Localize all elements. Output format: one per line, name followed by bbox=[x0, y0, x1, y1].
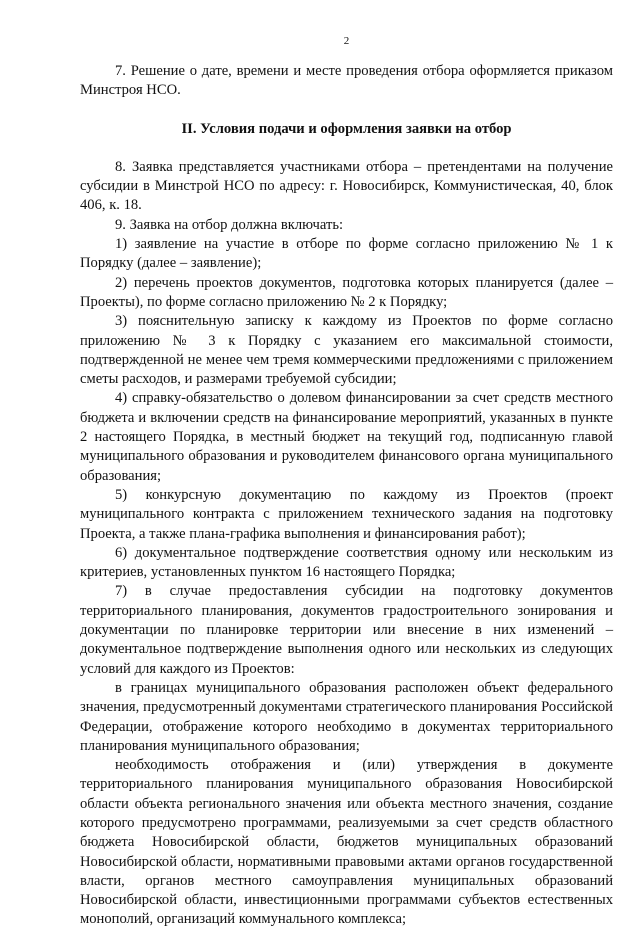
page-number: 2 bbox=[343, 35, 350, 47]
list-item-3: 3) пояснительную записку к каждому из Проектов по форме согласно приложению № 3 к Порядку с указанием его максимальной стоимости, подтвержденной не менее чем тремя коммерческими предложениями с приложением сметы расходов, и размерами требуемой субсидии; bbox=[80, 313, 613, 388]
list-item-1: 1) заявление на участие в отборе по форме согласно приложению № 1 к Порядку (далее – заявление); bbox=[80, 236, 613, 272]
paragraph-8: 8. Заявка представляется участниками отбора – претендентами на получение субсидии в Минстрой НСО по адресу: г. Новосибирск, Коммунистическая, 40, блок 406, к. 18. bbox=[80, 158, 613, 214]
paragraph-7: 7. Решение о дате, времени и месте проведения отбора оформляется приказом Минстроя НСО. bbox=[80, 63, 613, 99]
paragraph-9: 9. Заявка на отбор должна включать: bbox=[115, 216, 344, 233]
list-item-6: 6) документальное подтверждение соответствия одному или нескольким из критериев, установленных пунктом 16 настоящего Порядка; bbox=[80, 544, 613, 581]
list-item-2: 2) перечень проектов документов, подготовка которых планируется (далее – Проекты), по форме согласно приложению № 2 к Порядку; bbox=[80, 274, 613, 310]
condition-federal-object: в границах муниципального образования расположен объект федерального значения, предусмотренный документами стратегического планирования Российской Федерации, отображение которого необходимо в документах территориального планирования муниципального образования; bbox=[80, 679, 613, 754]
condition-regional-local-object: необходимость отображения и (или) утверждения в документе территориального планирования муниципального образования Новосибирской области объекта регионального значения или объекта местного значения, создание которого предусмотрено программами, реализуемыми за счет средств областного бюджета Новосибирской области, бюджетов муниципальных образований Новосибирской области, нормативными правовыми актами органов государственной власти, органов местного самоуправления муниципальных образований Новосибирской области, инвестиционными программами субъектов естественных монополий, организаций коммунального комплекса; bbox=[80, 757, 613, 928]
list-item-4: 4) справку-обязательство о долевом финансировании за счет средств местного бюджета и включении средств на финансирование мероприятий, указанных в пункте 2 настоящего Порядка, в местный бюджет на текущий год, подписанную главой муниципального образования и руководителем финансового органа муниципального образования; bbox=[80, 390, 613, 484]
section-heading: II. Условия подачи и оформления заявки на отбор bbox=[181, 120, 512, 137]
list-item-7: 7) в случае предоставления субсидии на подготовку документов территориального планирования, документов градостроительного зонирования и документации по планировке территории или внесение в них изменений – документальное подтверждение выполнения одного или нескольких из следующих условий для каждого из Проектов: bbox=[80, 583, 613, 677]
list-item-5: 5) конкурсную документацию по каждому из Проектов (проект муниципального контракта с приложением технического задания на подготовку Проекта, а также плана-графика выполнения и финансирования работ); bbox=[80, 486, 613, 542]
document-page bbox=[80, 34, 613, 930]
